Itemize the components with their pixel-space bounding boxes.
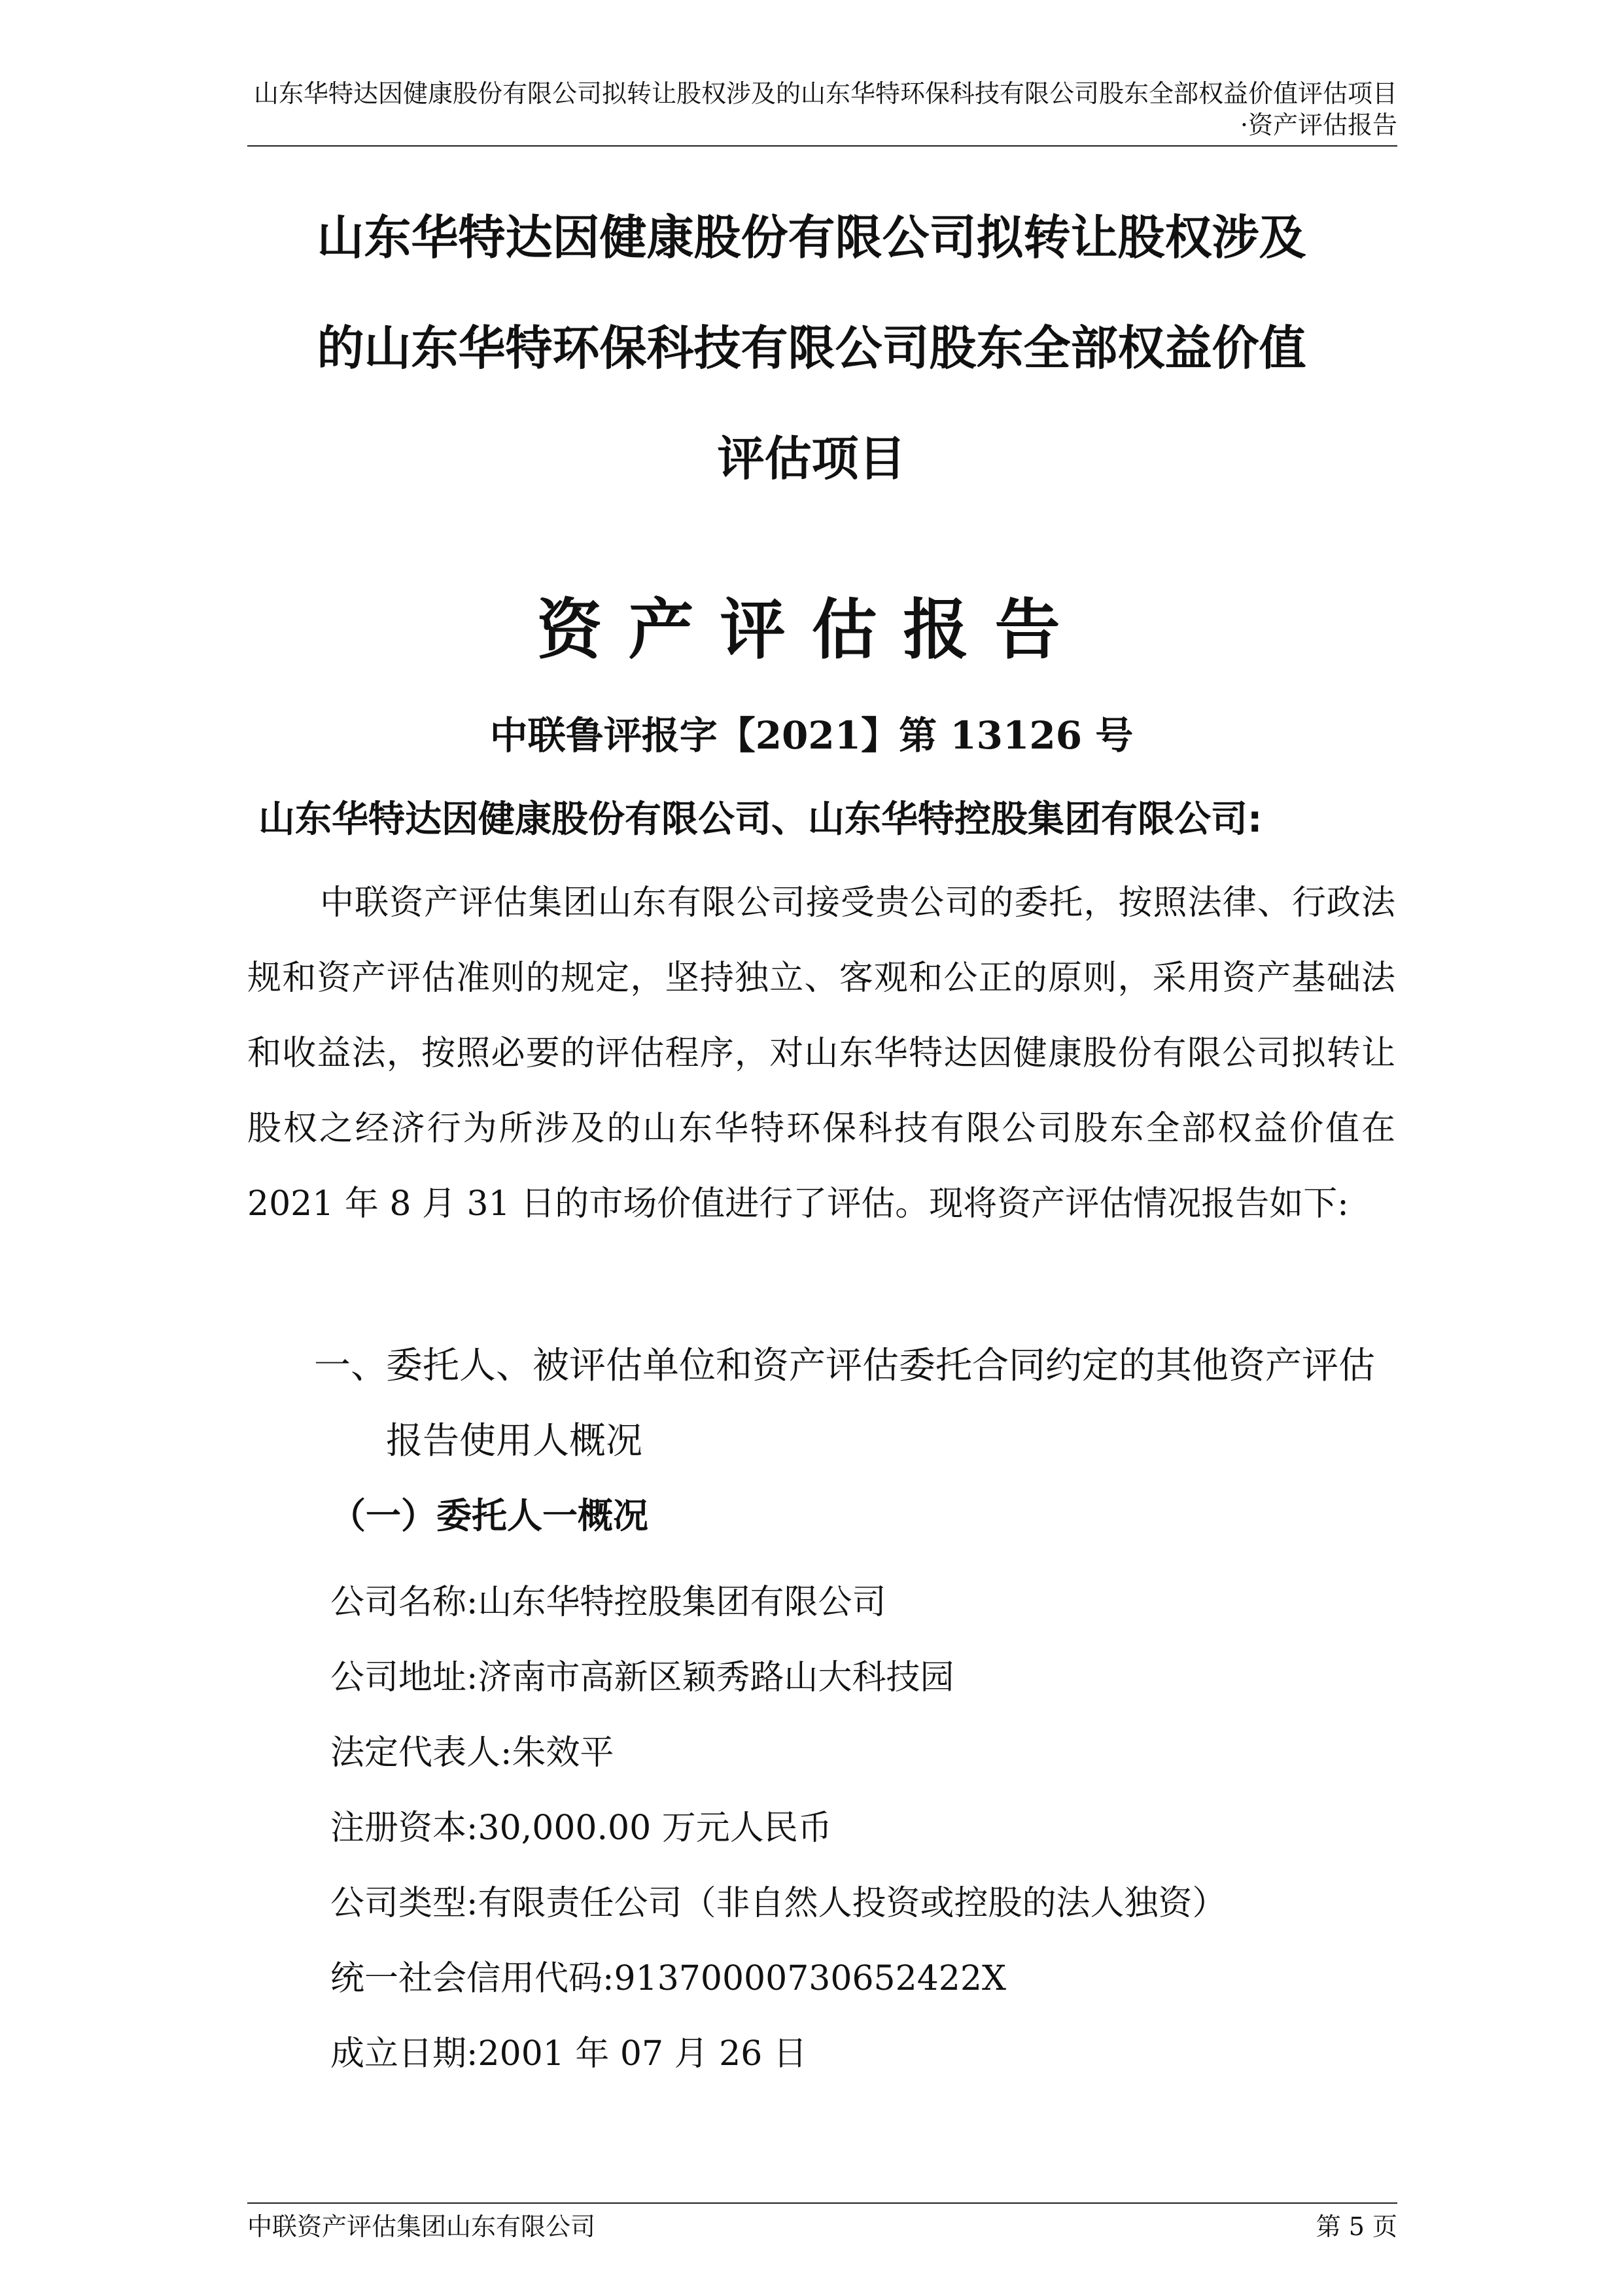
running-header-line2: ·资产评估报告 — [1240, 111, 1397, 139]
footer-company: 中联资产评估集团山东有限公司 — [247, 2212, 596, 2241]
header-rule — [247, 145, 1397, 147]
project-title-line1: 山东华特达因健康股份有限公司拟转让股权涉及 — [317, 210, 1306, 265]
document-number: 中联鲁评报字【2021】第 13126 号 — [489, 713, 1134, 758]
list-item: 公司类型:有限责任公司（非自然人投资或控股的法人独资） — [330, 1884, 1227, 1923]
section-heading-text: 委托人、被评估单位和资产评估委托合同约定的其他资产评估报告使用人概况 — [386, 1345, 1375, 1462]
page-number: 第 5 页 — [1316, 2212, 1397, 2241]
addressee: 山东华特达因健康股份有限公司、山东华特控股集团有限公司: — [258, 798, 1263, 841]
section-number: 一、 — [314, 1345, 387, 1387]
client-info-list — [330, 1565, 1227, 2092]
section-heading — [314, 1328, 1400, 1479]
list-item: 法定代表人:朱效平 — [330, 1733, 614, 1773]
list-item: 公司名称:山东华特控股集团有限公司 — [330, 1583, 886, 1622]
report-title: 资产评估报告 — [536, 591, 1087, 668]
subsection-heading: （一）委托人一概况 — [330, 1495, 648, 1536]
list-item: 成立日期:2001 年 07 月 26 日 — [330, 2034, 807, 2074]
project-title-line3: 评估项目 — [717, 431, 906, 486]
list-item: 公司地址:济南市高新区颖秀路山大科技园 — [330, 1658, 954, 1697]
list-item: 注册资本:30,000.00 万元人民币 — [330, 1809, 832, 1848]
footer-rule — [247, 2202, 1397, 2204]
running-header-line1: 山东华特达因健康股份有限公司拟转让股权涉及的山东华特环保科技有限公司股东全部权益价值评估项目 — [253, 79, 1397, 108]
intro-paragraph — [247, 866, 1395, 1242]
intro-paragraph-text: 中联资产评估集团山东有限公司接受贵公司的委托，按照法律、行政法规和资产评估准则的规定，坚持独立、客观和公正的原则，采用资产基础法和收益法，按照必要的评估程序，对山东华特达因健康股份有限公司拟转让股权之经济行为所涉及的山东华特环保科技有限公司股东全部权益价值在 2021 年 8 月 31 日的市场价值进行了评估。现将资产评估情况报告如下: — [247, 883, 1395, 1224]
project-title-line2: 的山东华特环保科技有限公司股东全部权益价值 — [317, 321, 1306, 376]
list-item: 统一社会信用代码:91370000730652422X — [330, 1959, 1006, 1998]
